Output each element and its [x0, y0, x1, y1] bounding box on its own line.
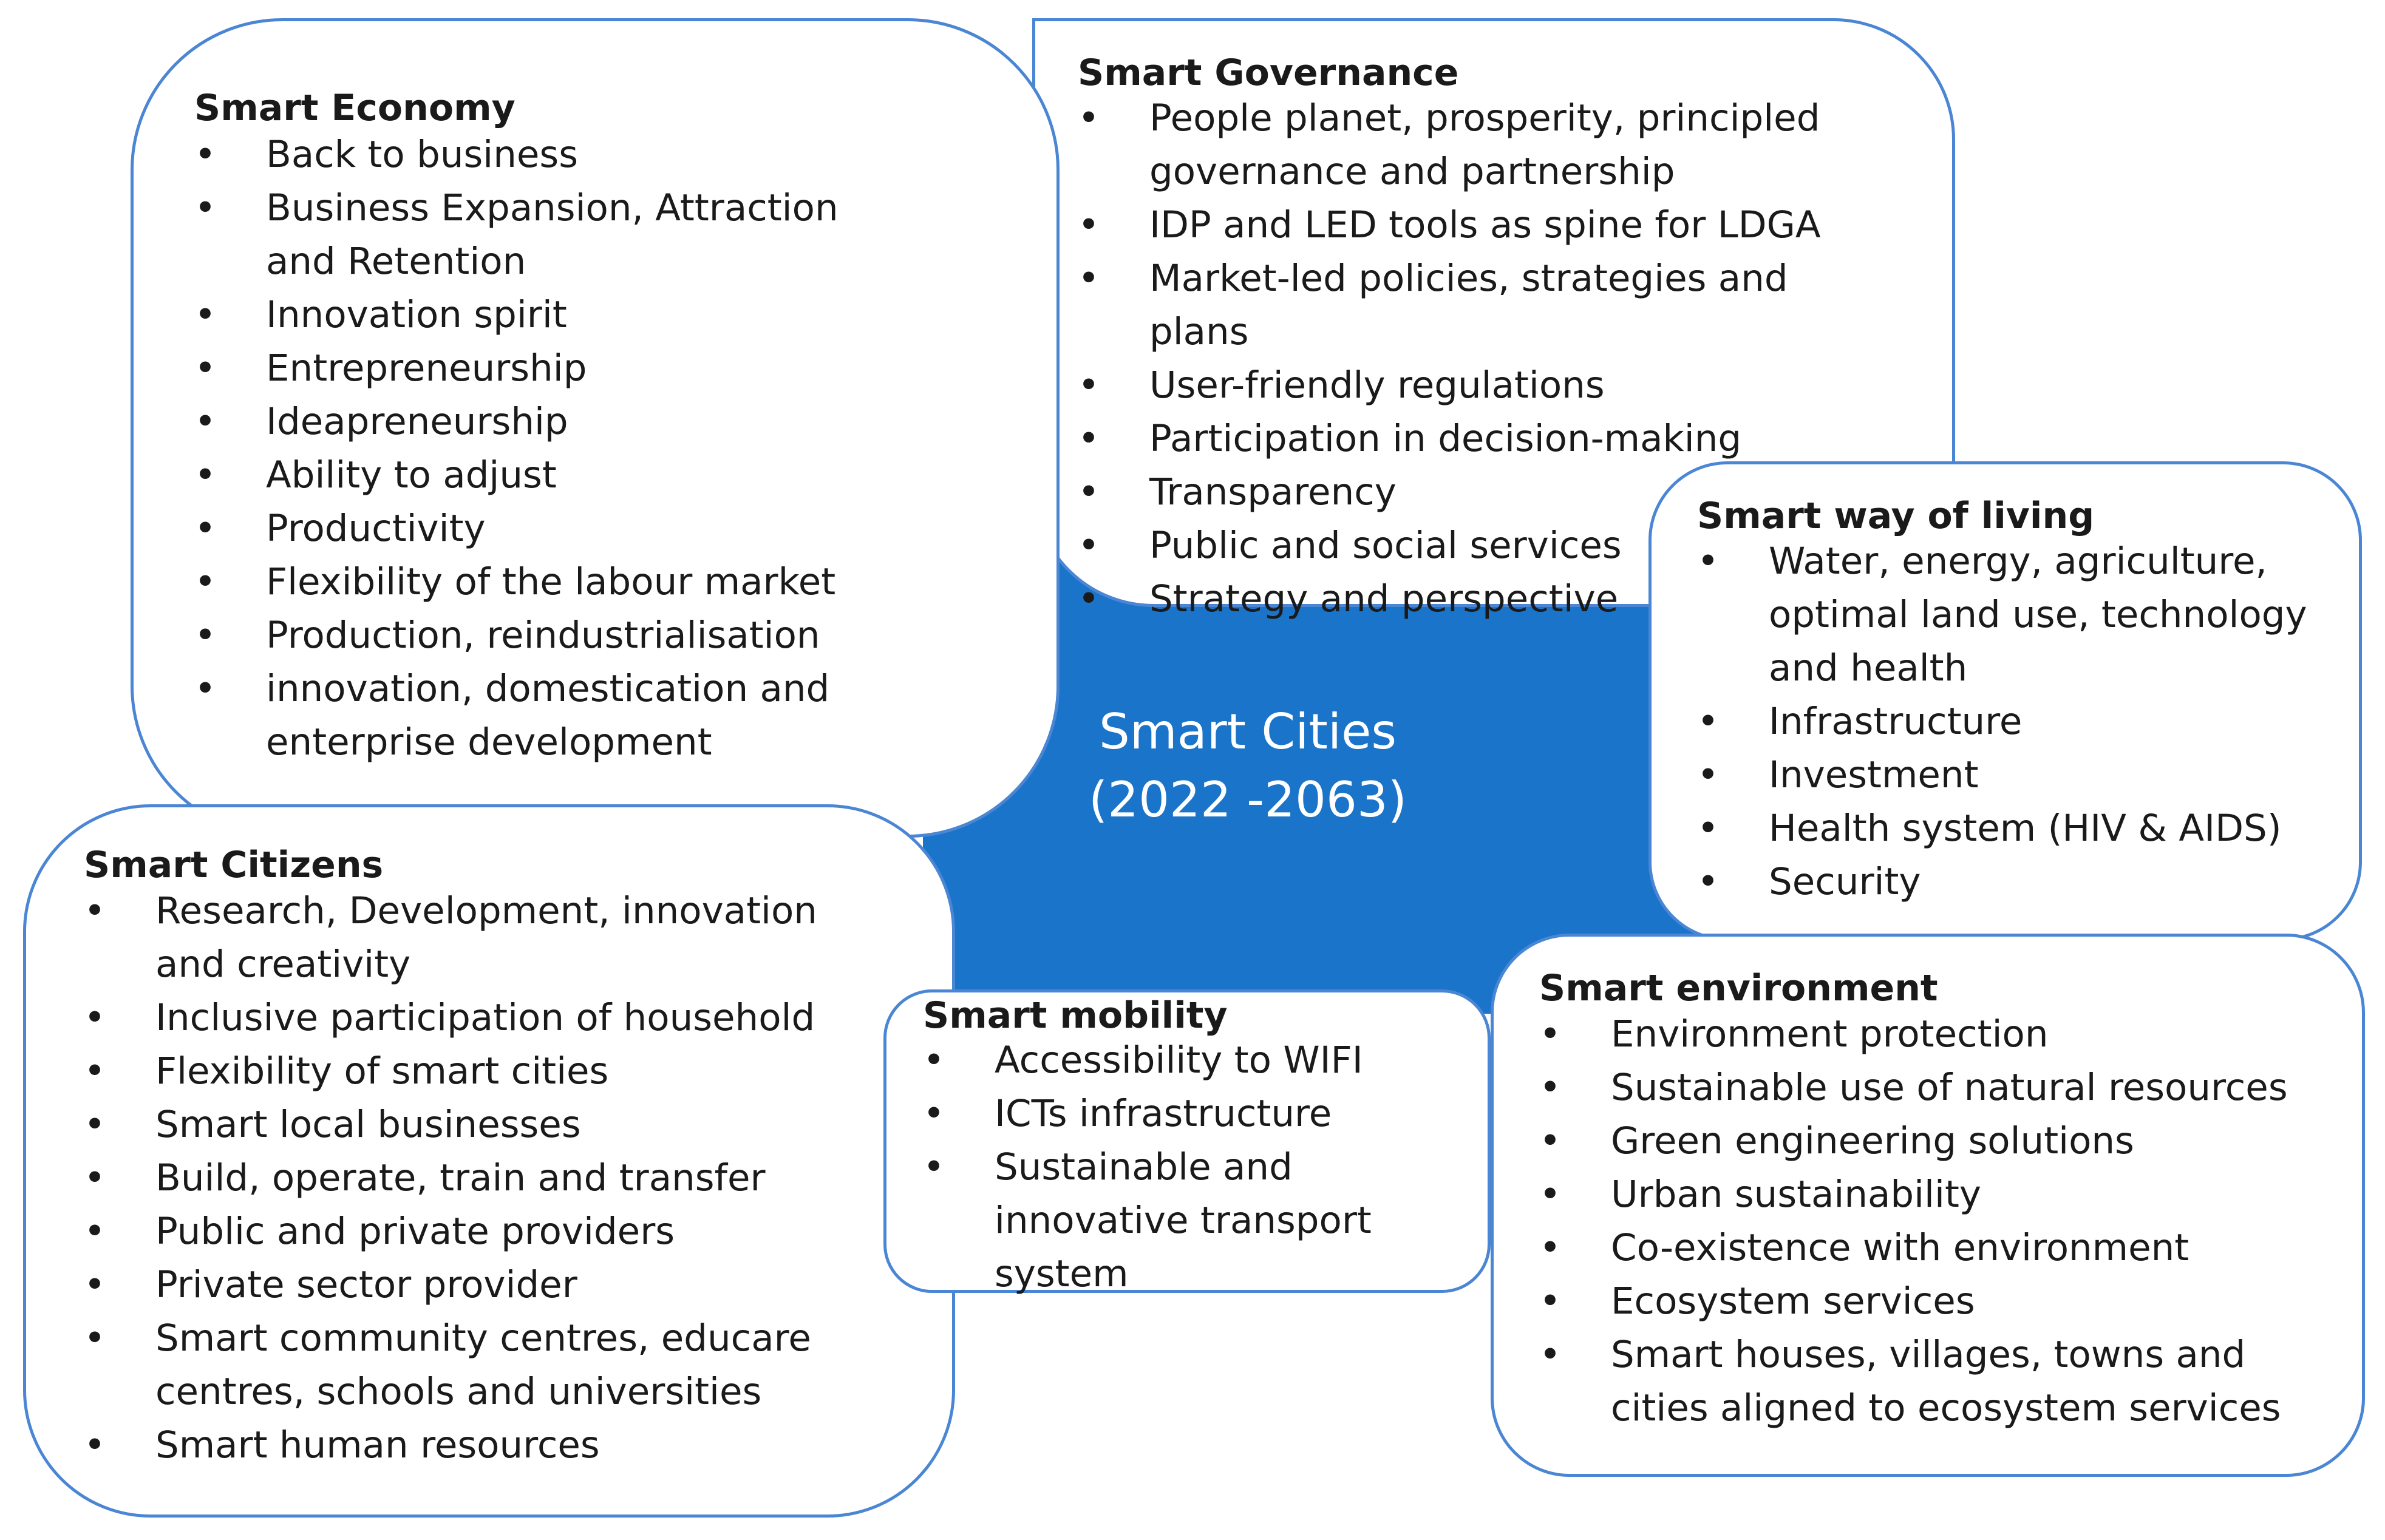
environment-title: Smart environment — [1539, 967, 1938, 1009]
list-item: • Ability to adjust — [194, 449, 899, 502]
list-item: • Research, Development, innovation and creativity — [84, 884, 873, 991]
list-item: • People planet, prosperity, principled governance and partnership — [1078, 92, 1861, 198]
living-list — [1697, 535, 2316, 909]
list-item: • Productivity — [194, 502, 899, 555]
list-item: • innovation, domestication and enterprise development — [194, 662, 899, 769]
list-item: • Flexibility of smart cities — [84, 1045, 873, 1098]
list-item: • Smart community centres, educare centres, schools and universities — [84, 1312, 873, 1419]
list-item: • Public and private providers — [84, 1205, 873, 1258]
center-title-line2: (2022 -2063) — [1089, 772, 1407, 828]
list-item: • Production, reindustrialisation — [194, 609, 899, 662]
list-item: • Ideapreneurship — [194, 395, 899, 449]
list-item: • Smart local businesses — [84, 1098, 873, 1152]
list-item: • Ecosystem services — [1539, 1275, 2329, 1328]
list-item: • Urban sustainability — [1539, 1168, 2329, 1221]
list-item: • Participation in decision-making — [1078, 412, 1861, 466]
list-item: • Back to business — [194, 128, 899, 181]
list-item: • Sustainable and innovative transport system — [923, 1141, 1433, 1301]
list-item: • Flexibility of the labour market — [194, 555, 899, 609]
economy-box — [131, 18, 1060, 838]
citizens-list — [84, 884, 873, 1472]
list-item: • Sustainable use of natural resources — [1539, 1061, 2329, 1114]
list-item: • Innovation spirit — [194, 288, 899, 342]
list-item: • Business Expansion, Attraction and Retention — [194, 181, 899, 288]
list-item: • Market-led policies, strategies and plans — [1078, 252, 1861, 359]
mobility-box — [883, 989, 1491, 1293]
list-item: • Build, operate, train and transfer — [84, 1152, 873, 1205]
list-item: • Accessibility to WIFI — [923, 1034, 1433, 1087]
list-item: • Co-existence with environment — [1539, 1221, 2329, 1275]
list-item: • ICTs infrastructure — [923, 1087, 1433, 1141]
environment-box — [1491, 934, 2365, 1477]
list-item: • Strategy and perspective — [1078, 572, 1861, 626]
living-box — [1648, 461, 2362, 941]
list-item: • Entrepreneurship — [194, 342, 899, 395]
list-item: • Green engineering solutions — [1539, 1114, 2329, 1168]
center-title-line1: Smart Cities — [1099, 704, 1397, 760]
environment-list — [1539, 1008, 2329, 1435]
list-item: • Environment protection — [1539, 1008, 2329, 1061]
economy-title: Smart Economy — [194, 87, 515, 129]
list-item: • IDP and LED tools as spine for LDGA — [1078, 198, 1861, 252]
list-item: • Security — [1697, 855, 2316, 909]
center-title — [1026, 698, 1469, 834]
citizens-title: Smart Citizens — [84, 844, 384, 886]
citizens-box — [23, 804, 955, 1518]
list-item: • Water, energy, agriculture, optimal land use, technology and health — [1697, 535, 2316, 695]
list-item: • User-friendly regulations — [1078, 359, 1861, 412]
list-item: • Smart human resources — [84, 1419, 873, 1472]
list-item: • Public and social services — [1078, 519, 1861, 572]
economy-list — [194, 128, 899, 769]
mobility-title: Smart mobility — [923, 994, 1228, 1037]
governance-title: Smart Governance — [1078, 52, 1459, 94]
list-item: • Inclusive participation of household — [84, 991, 873, 1045]
list-item: • Investment — [1697, 748, 2316, 802]
list-item: • Private sector provider — [84, 1258, 873, 1312]
list-item: • Smart houses, villages, towns and cities aligned to ecosystem services — [1539, 1328, 2329, 1435]
list-item: • Health system (HIV & AIDS) — [1697, 802, 2316, 855]
list-item: • Transparency — [1078, 466, 1861, 519]
list-item: • Infrastructure — [1697, 695, 2316, 748]
mobility-list — [923, 1034, 1433, 1301]
living-title: Smart way of living — [1697, 495, 2095, 537]
